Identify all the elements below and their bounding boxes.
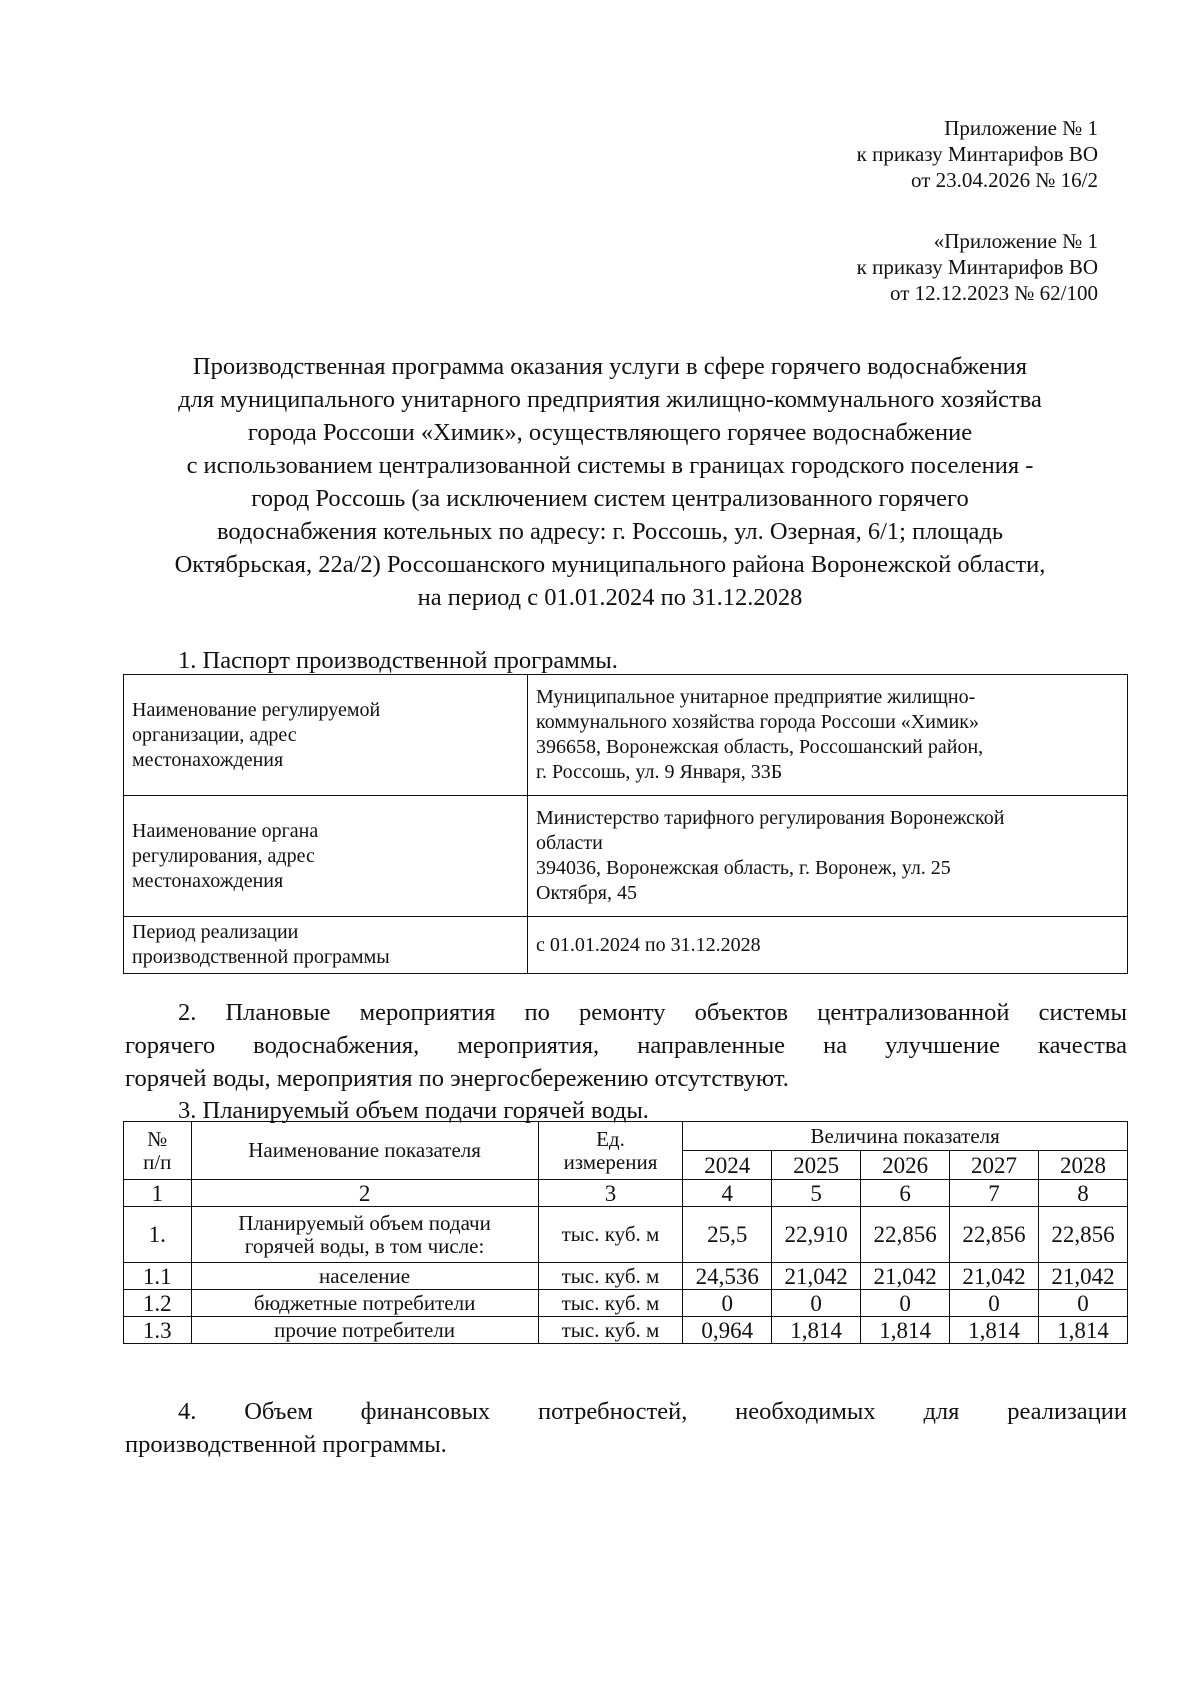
paragraph-line: горячей воды, мероприятия по энергосбережению отсутствуют.: [125, 1065, 789, 1092]
cell-line: области: [536, 832, 603, 854]
row-value: 0: [1038, 1290, 1127, 1317]
document-title: [110, 350, 1110, 614]
section-1-heading: 1. Паспорт производственной программы.: [178, 647, 618, 674]
program-passport-table: [123, 674, 1128, 974]
cell-line: 394036, Воронежская область, г. Воронеж, ул. 25: [536, 857, 951, 879]
row-value: 0: [861, 1290, 950, 1317]
row-value: 22,856: [950, 1207, 1039, 1263]
column-number: 8: [1038, 1180, 1127, 1207]
header-year: 2028: [1038, 1151, 1127, 1180]
hot-water-volume-table: [123, 1121, 1128, 1344]
appendix-line: к приказу Минтарифов ВО: [856, 142, 1098, 166]
paragraph-line: 4. Объем финансовых потребностей, необходимых для реализации: [178, 1398, 1127, 1425]
cell-line: Министерство тарифного регулирования Воронежской: [536, 807, 1005, 829]
header-year: 2024: [683, 1151, 772, 1180]
cell-line: организации, адрес: [132, 723, 297, 746]
column-number: 3: [538, 1180, 683, 1207]
cell-line: с 01.01.2024 по 31.12.2028: [536, 933, 761, 956]
header-line: измерения: [563, 1149, 658, 1174]
appendix-line: Приложение № 1: [944, 116, 1098, 140]
cell-line: Муниципальное унитарное предприятие жилищно-: [536, 686, 976, 708]
row-indicator-name: население: [191, 1263, 538, 1290]
appendix-line: к приказу Минтарифов ВО: [856, 255, 1098, 279]
cell-line: регулирования, адрес: [132, 844, 315, 867]
header-unit: [538, 1122, 683, 1180]
appendix-reference-original: [857, 228, 1098, 306]
passport-label-cell: [124, 917, 528, 974]
section-4-paragraph: [125, 1395, 1127, 1461]
row-number: 1.: [124, 1207, 192, 1263]
title-line: на период с 01.01.2024 по 31.12.2028: [417, 584, 803, 611]
cell-line: местонахождения: [132, 748, 284, 771]
passport-value-cell: [528, 675, 1128, 796]
cell-line: коммунального хозяйства города Россоши «Химик»: [536, 711, 979, 733]
row-value: 22,910: [772, 1207, 861, 1263]
paragraph-line: горячего водоснабжения, мероприятия, направленные на улучшение качества: [125, 1032, 1127, 1059]
cell-line: местонахождения: [132, 869, 284, 892]
cell-line: Наименование регулируемой: [132, 698, 381, 721]
column-number: 1: [124, 1180, 192, 1207]
row-value: 24,536: [683, 1263, 772, 1290]
row-number: 1.1: [124, 1263, 192, 1290]
row-value: 1,814: [861, 1317, 950, 1344]
row-value: 22,856: [861, 1207, 950, 1263]
title-line: город Россошь (за исключением систем централизованного горячего: [251, 485, 969, 512]
section-3-heading: 3. Планируемый объем подачи горячей воды.: [178, 1097, 649, 1124]
paragraph-line: производственной программы.: [125, 1431, 447, 1458]
column-number: 2: [191, 1180, 538, 1207]
cell-line: производственной программы: [132, 946, 390, 968]
cell-line: горячей воды, в том числе:: [244, 1233, 485, 1258]
column-number-row: [124, 1180, 1128, 1207]
cell-line: Период реализации: [132, 921, 299, 943]
paragraph-line: 2. Плановые мероприятия по ремонту объектов централизованной системы: [178, 999, 1127, 1026]
title-line: Производственная программа оказания услуги в сфере горячего водоснабжения: [192, 353, 1028, 380]
row-value: 25,5: [683, 1207, 772, 1263]
table-row: [124, 796, 1128, 917]
header-year: 2025: [772, 1151, 861, 1180]
header-indicator-name: Наименование показателя: [191, 1122, 538, 1180]
appendix-line: «Приложение № 1: [933, 229, 1098, 253]
cell-line: Наименование органа: [132, 819, 319, 842]
table-row: [124, 675, 1128, 796]
column-number: 6: [861, 1180, 950, 1207]
row-value: 0,964: [683, 1317, 772, 1344]
row-value: 0: [772, 1290, 861, 1317]
row-value: 21,042: [950, 1263, 1039, 1290]
row-unit: тыс. куб. м: [538, 1263, 683, 1290]
row-value: 1,814: [1038, 1317, 1127, 1344]
appendix-reference-current: [857, 115, 1098, 193]
header-year: 2027: [950, 1151, 1039, 1180]
row-value: 1,814: [950, 1317, 1039, 1344]
passport-value-cell: [528, 917, 1128, 974]
header-line: п/п: [143, 1149, 172, 1174]
row-value: 21,042: [1038, 1263, 1127, 1290]
column-number: 4: [683, 1180, 772, 1207]
appendix-line: от 12.12.2023 № 62/100: [889, 281, 1098, 305]
row-value: 0: [683, 1290, 772, 1317]
row-unit: тыс. куб. м: [538, 1290, 683, 1317]
cell-line: 396658, Воронежская область, Россошанский район,: [536, 736, 984, 758]
title-line: водоснабжения котельных по адресу: г. Россошь, ул. Озерная, 6/1; площадь: [216, 518, 1004, 545]
row-value: 21,042: [861, 1263, 950, 1290]
row-indicator-name: бюджетные потребители: [191, 1290, 538, 1317]
cell-line: Планируемый объем подачи: [238, 1210, 491, 1235]
table-row: [124, 917, 1128, 974]
header-line: Ед.: [596, 1126, 625, 1151]
title-line: для муниципального унитарного предприятия жилищно-коммунального хозяйства: [178, 386, 1042, 413]
row-number: 1.3: [124, 1317, 192, 1344]
header-number: [124, 1122, 192, 1180]
passport-value-cell: [528, 796, 1128, 917]
row-indicator-name: [191, 1207, 538, 1263]
column-number: 7: [950, 1180, 1039, 1207]
appendix-line: от 23.04.2026 № 16/2: [910, 168, 1098, 192]
row-value: 0: [950, 1290, 1039, 1317]
cell-line: г. Россошь, ул. 9 Января, 33Б: [536, 761, 783, 783]
title-line: города Россоши «Химик», осуществляющего горячее водоснабжение: [247, 419, 973, 446]
row-unit: тыс. куб. м: [538, 1317, 683, 1344]
header-year: 2026: [861, 1151, 950, 1180]
table-row: [124, 1317, 1128, 1344]
column-number: 5: [772, 1180, 861, 1207]
passport-label-cell: [124, 675, 528, 796]
cell-line: Октября, 45: [536, 882, 637, 904]
table-row: [124, 1290, 1128, 1317]
title-line: Октябрьская, 22а/2) Россошанского муниципального района Воронежской области,: [174, 551, 1046, 578]
passport-label-cell: [124, 796, 528, 917]
row-value: 22,856: [1038, 1207, 1127, 1263]
table-header-row: [124, 1122, 1128, 1151]
table-row: [124, 1207, 1128, 1263]
section-2-paragraph: [125, 996, 1127, 1095]
header-indicator-value: Величина показателя: [683, 1122, 1128, 1151]
title-line: с использованием централизованной системы в границах городского поселения -: [186, 452, 1034, 479]
row-indicator-name: прочие потребители: [191, 1317, 538, 1344]
row-value: 21,042: [772, 1263, 861, 1290]
table-row: [124, 1263, 1128, 1290]
header-line: №: [147, 1126, 168, 1151]
row-number: 1.2: [124, 1290, 192, 1317]
row-unit: тыс. куб. м: [538, 1207, 683, 1263]
row-value: 1,814: [772, 1317, 861, 1344]
